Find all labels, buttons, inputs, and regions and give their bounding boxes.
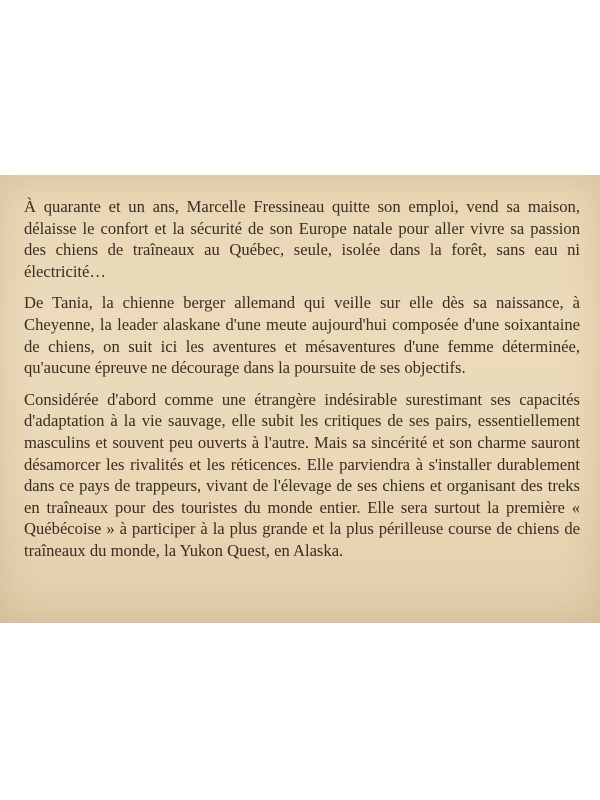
- paragraph-1: À quarante et un ans, Marcelle Fressineau quitte son emploi, vend sa maison, délaisse le confort et la sécurité de son Europe natale pour aller vivre sa passion des chiens de traîneaux au Québec, seule, isolée dans la forêt, sans eau ni électricité…: [24, 197, 580, 281]
- paragraph-3: Considérée d'abord comme une étrangère indésirable surestimant ses capacités d'adaptation à la vie sauvage, elle subit les critiques de ses pairs, essentiellement masculins et souvent peu ouverts à l'autre. Mais sa sincérité et son charme sauront désamorcer les rivalités et les réticences. Elle parviendra à s'installer durablement dans ce pays de trappeurs, vivant de l'élevage de ses chiens et organisant des treks en traîneaux pour des touristes du monde entier. Elle sera surtout la première « Québécoise » à participer à la plus grande et la plus périlleuse course de chiens de traîneaux du monde, la Yukon Quest, en Alaska.: [24, 389, 580, 560]
- blurb-text: [24, 196, 580, 572]
- paragraph-2: De Tania, la chienne berger allemand qui veille sur elle dès sa naissance, à Cheyenne, la leader alaskane d'une meute aujourd'hui composée d'une soixantaine de chiens, on suit ici les aventures et mésaventures d'une femme déterminée, qu'aucune épreuve ne décourage dans la poursuite de ses objectifs.: [24, 293, 580, 378]
